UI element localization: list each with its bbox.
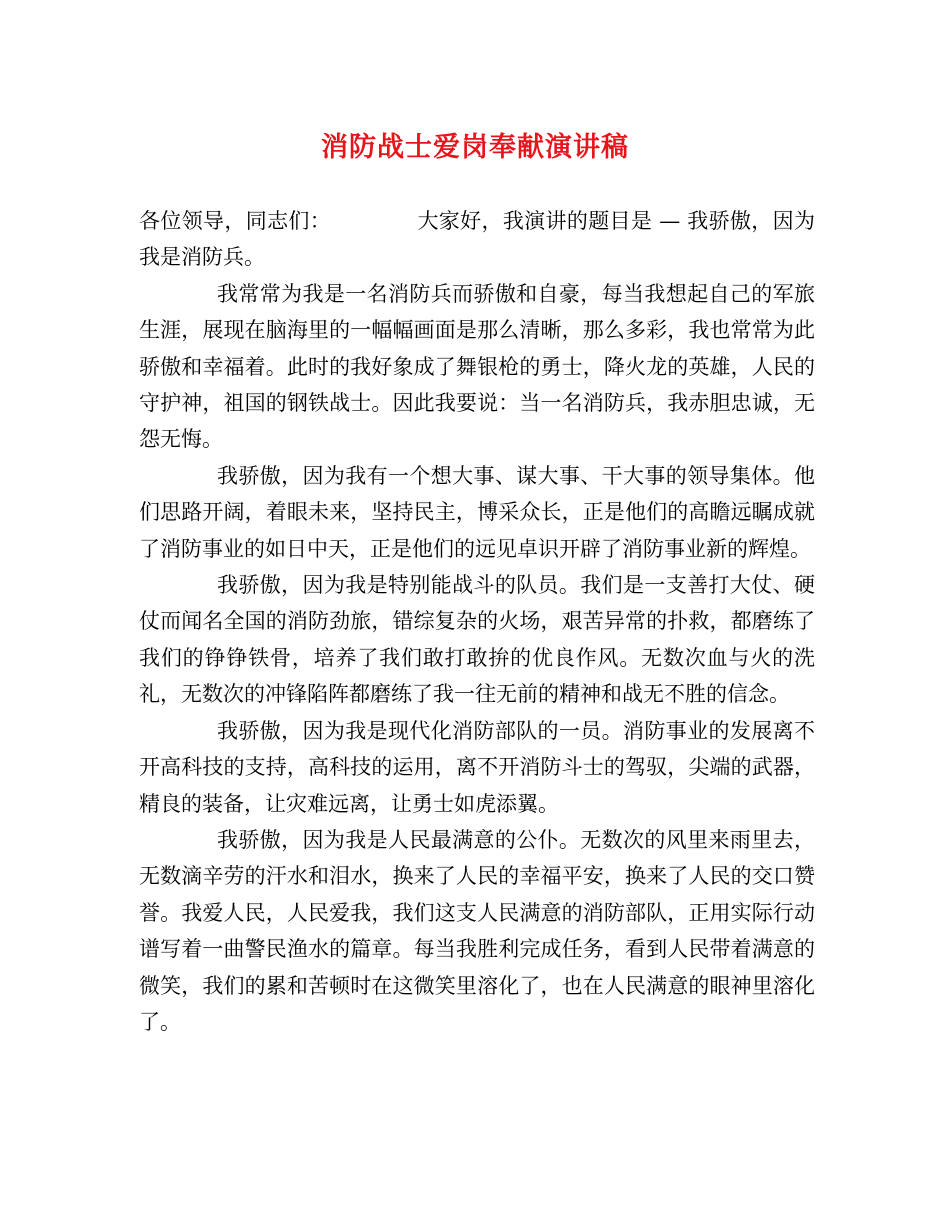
document-title: 消防战士爱岗奉献演讲稿 <box>321 132 629 163</box>
opening-text: 大家好，我演讲的题目是 — 我骄傲，因为我是消防兵。 <box>139 209 816 270</box>
body-paragraph: 我骄傲，因为我是现代化消防部队的一员。消防事业的发展离不开高科技的支持，高科技的运用，离不开消防斗士的驾驭，尖端的武器，精良的装备，让灾难远离，让勇士如虎添翼。 <box>139 718 815 816</box>
opening-paragraph <box>139 203 815 276</box>
body-paragraph: 我骄傲，因为我是人民最满意的公仆。无数次的风里来雨里去，无数滴辛劳的汗水和泪水，换来了人民的幸福平安，换来了人民的交口赞誉。我爱人民，人民爱我，我们这支人民满意的消防部队，正用实际行动谱写着一曲警民渔水的篇章。每当我胜利完成任务，看到人民带着满意的微笑，我们的累和苦顿时在这微笑里溶化了，也在人民满意的眼神里溶化了。 <box>139 827 815 1034</box>
body-paragraph: 我骄傲，因为我是特别能战斗的队员。我们是一支善打大仗、硬仗而闻名全国的消防劲旅，错综复杂的火场，艰苦异常的扑救，都磨练了我们的铮铮铁骨，培养了我们敢打敢拚的优良作风。无数次血与火的洗礼，无数次的冲锋陷阵都磨练了我一往无前的精神和战无不胜的信念。 <box>139 573 815 707</box>
greeting-text: 各位领导，同志们： <box>139 209 332 233</box>
body-paragraph: 我骄傲，因为我有一个想大事、谋大事、干大事的领导集体。他们思路开阔，着眼未来，坚持民主，博采众长，正是他们的高瞻远瞩成就了消防事业的如日中天，正是他们的远见卓识开辟了消防事业新的辉煌。 <box>139 463 815 561</box>
document-body <box>139 203 815 1040</box>
body-paragraph: 我常常为我是一名消防兵而骄傲和自豪，每当我想起自己的军旅生涯，展现在脑海里的一幅幅画面是那么清晰，那么多彩，我也常常为此骄傲和幸福着。此时的我好象成了舞银枪的勇士，降火龙的英雄，人民的守护神，祖国的钢铁战士。因此我要说：当一名消防兵，我赤胆忠诚，无怨无悔。 <box>139 281 815 452</box>
